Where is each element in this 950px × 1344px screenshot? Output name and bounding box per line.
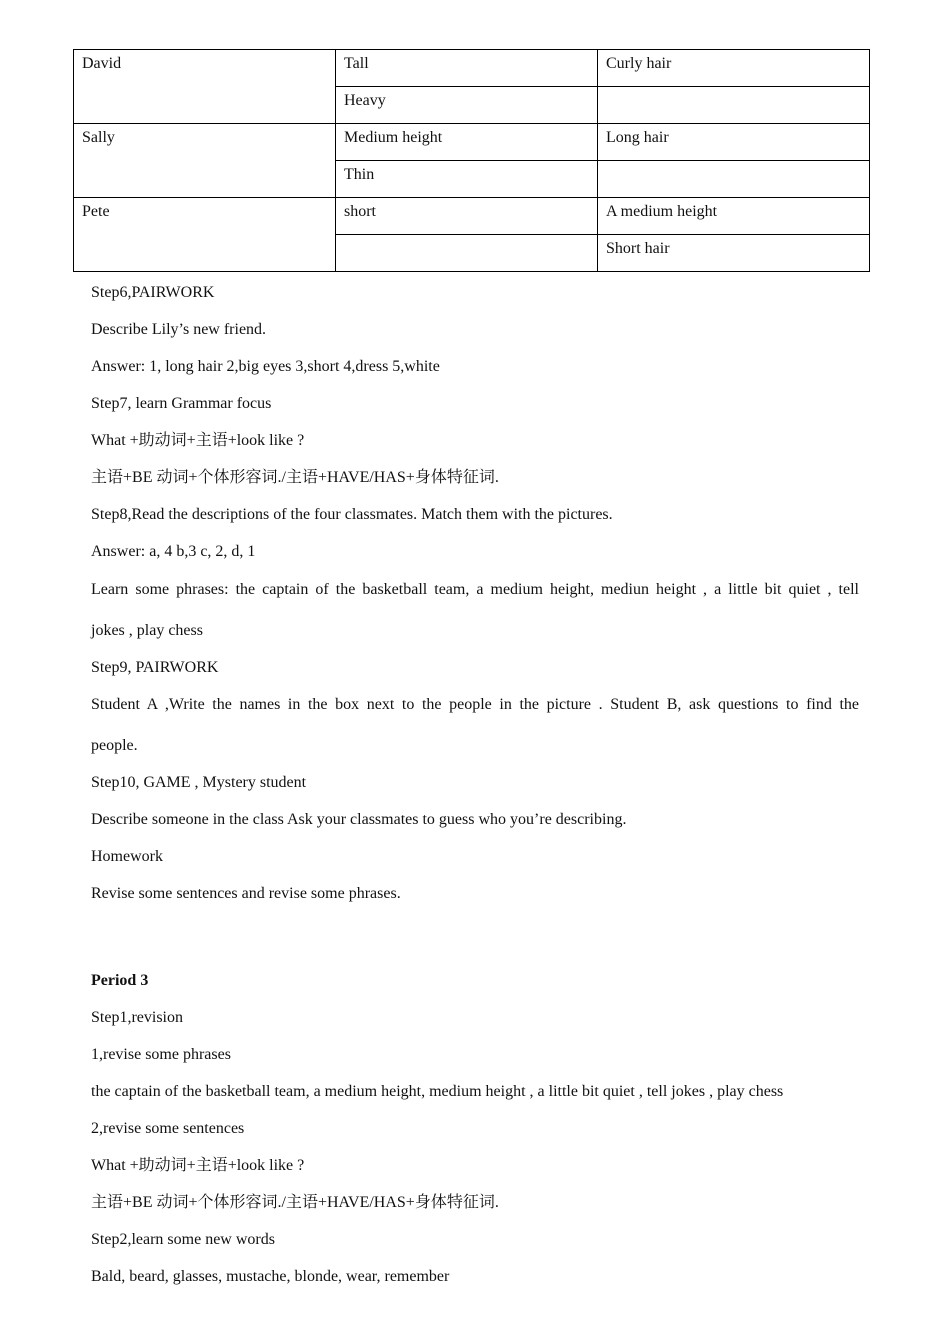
step6-heading: Step6,PAIRWORK bbox=[91, 284, 215, 301]
p3-step2-heading: Step2,learn some new words bbox=[91, 1231, 275, 1248]
p3-step1-heading: Step1,revision bbox=[91, 1009, 183, 1026]
table-cell-name: David bbox=[74, 50, 336, 124]
table-cell bbox=[598, 161, 870, 198]
description-table bbox=[73, 49, 870, 272]
answer-2-text: Answer: a, 4 b,3 c, 2, d, 1 bbox=[91, 543, 256, 560]
table-cell-name: Pete bbox=[74, 198, 336, 272]
grammar-answer: 主语+BE 动词+个体形容词./主语+HAVE/HAS+身体特征词. bbox=[91, 469, 499, 486]
grammar-question-2: What +助动词+主语+look like ? bbox=[91, 1157, 305, 1174]
period-3-heading: Period 3 bbox=[91, 972, 149, 989]
table-cell bbox=[598, 87, 870, 124]
grammar-question: What +助动词+主语+look like ? bbox=[91, 432, 305, 449]
step8-heading: Step8,Read the descriptions of the four classmates. Match them with the pictures. bbox=[91, 506, 613, 523]
revise-text: Revise some sentences and revise some phrases. bbox=[91, 885, 401, 902]
step9-heading: Step9, PAIRWORK bbox=[91, 659, 219, 676]
p3-revise-phrases: 1,revise some phrases bbox=[91, 1046, 231, 1063]
p3-phrases-text: the captain of the basketball team, a medium height, medium height , a little bit quiet , tell jokes , play chess bbox=[91, 1083, 784, 1100]
table-cell: A medium height bbox=[598, 198, 870, 235]
p3-revise-sentences: 2,revise some sentences bbox=[91, 1120, 245, 1137]
step10-heading: Step10, GAME , Mystery student bbox=[91, 774, 307, 791]
describe-lily-text: Describe Lily’s new friend. bbox=[91, 321, 267, 338]
table-cell: Curly hair bbox=[598, 50, 870, 87]
table-cell: short bbox=[336, 198, 598, 235]
table-row bbox=[74, 124, 870, 161]
phrases-line-1: Learn some phrases: the captain of the basketball team, a medium height, mediun height , a little bit quiet , tell bbox=[91, 581, 859, 598]
step9-instructions-2: people. bbox=[91, 737, 138, 754]
table-row bbox=[74, 198, 870, 235]
table-cell bbox=[336, 235, 598, 272]
table-row bbox=[74, 50, 870, 87]
table-cell: Thin bbox=[336, 161, 598, 198]
answer-1-text: Answer: 1, long hair 2,big eyes 3,short 4,dress 5,white bbox=[91, 358, 440, 375]
step7-heading: Step7, learn Grammar focus bbox=[91, 395, 272, 412]
new-words-text: Bald, beard, glasses, mustache, blonde, wear, remember bbox=[91, 1268, 450, 1285]
table-cell: Heavy bbox=[336, 87, 598, 124]
phrases-line-2: jokes , play chess bbox=[91, 622, 203, 639]
homework-heading: Homework bbox=[91, 848, 163, 865]
describe-someone-text: Describe someone in the class Ask your classmates to guess who you’re describing. bbox=[91, 811, 627, 828]
step9-instructions-1: Student A ,Write the names in the box next to the people in the picture . Student B, ask questions to find the bbox=[91, 696, 859, 713]
grammar-answer-2: 主语+BE 动词+个体形容词./主语+HAVE/HAS+身体特征词. bbox=[91, 1194, 499, 1211]
table-cell: Short hair bbox=[598, 235, 870, 272]
table-cell: Tall bbox=[336, 50, 598, 87]
table-cell: Long hair bbox=[598, 124, 870, 161]
description-table-wrap bbox=[73, 49, 869, 272]
table-cell: Medium height bbox=[336, 124, 598, 161]
table-cell-name: Sally bbox=[74, 124, 336, 198]
